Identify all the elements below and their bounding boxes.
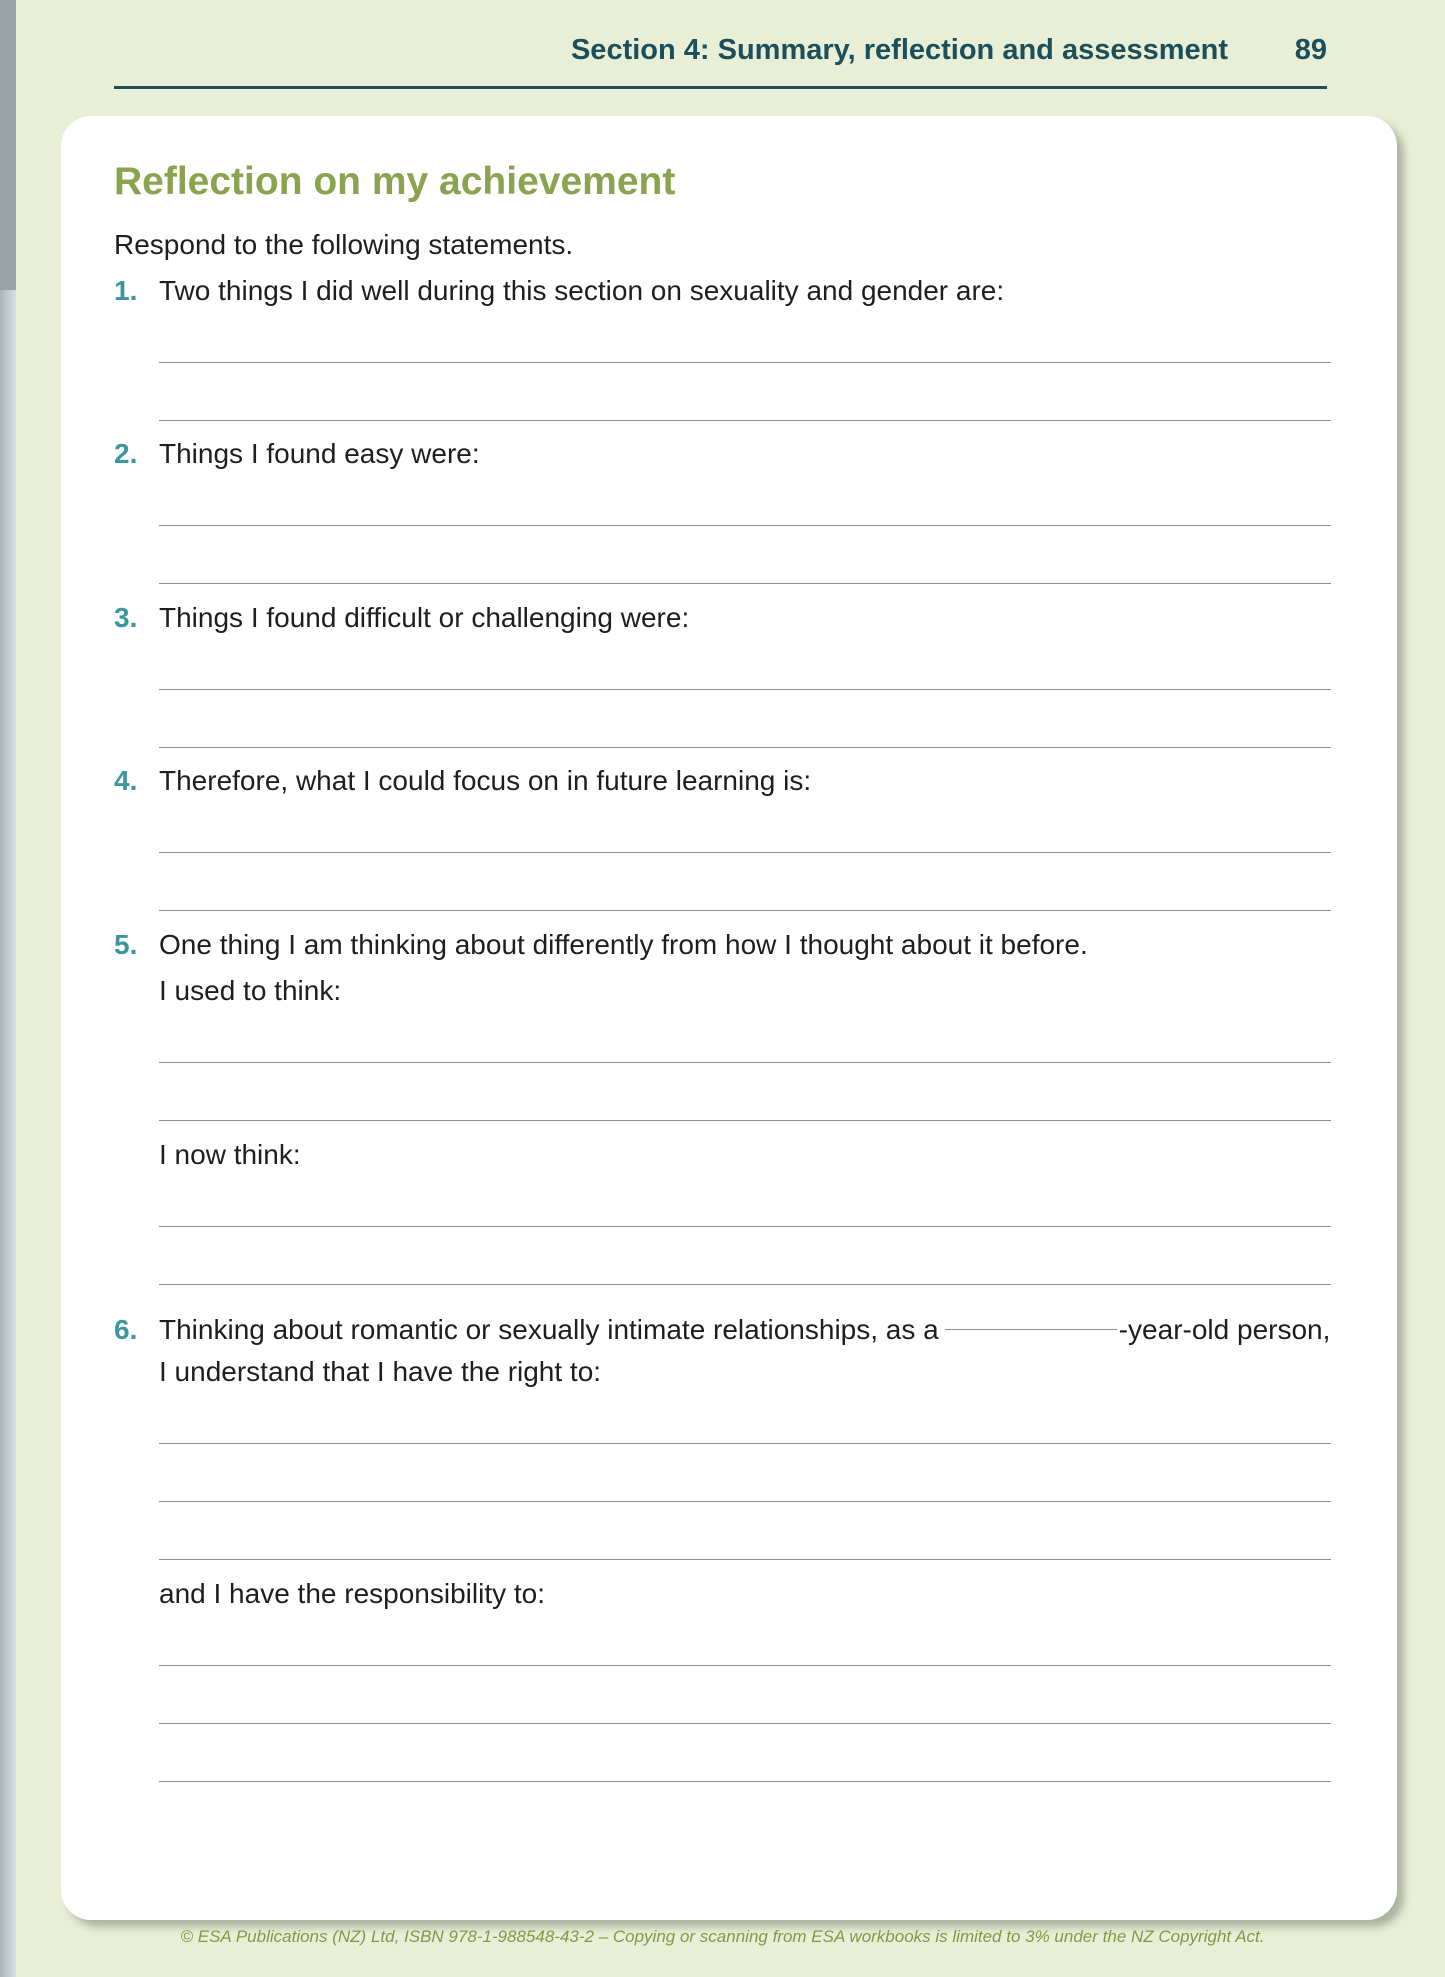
question-5-prompt-before: I used to think: [159, 975, 342, 1006]
answer-line-q5-after-2[interactable] [159, 1284, 1331, 1285]
answer-line-q6-resp-3[interactable] [159, 1781, 1331, 1782]
answer-line-q6-rights-3[interactable] [159, 1559, 1331, 1560]
answer-line-q6-rights-2[interactable] [159, 1501, 1331, 1502]
question-6-line2: I understand that I have the right to: [159, 1356, 602, 1387]
question-4-text: Therefore, what I could focus on in future learning is: [159, 765, 812, 796]
question-4-number: 4. [114, 765, 138, 796]
question-2-text: Things I found easy were: [159, 438, 480, 469]
worksheet-intro: Respond to the following statements. [114, 229, 574, 260]
answer-line-q5-after-1[interactable] [159, 1226, 1331, 1227]
answer-line-q5-before-1[interactable] [159, 1062, 1331, 1063]
answer-line-q4-2[interactable] [159, 910, 1331, 911]
question-1-number: 1. [114, 275, 138, 306]
answer-line-q6-resp-1[interactable] [159, 1665, 1331, 1666]
question-1-text: Two things I did well during this section on sexuality and gender are: [159, 275, 1005, 306]
answer-line-q5-before-2[interactable] [159, 1120, 1331, 1121]
question-5-number: 5. [114, 929, 138, 960]
question-6-number: 6. [114, 1314, 138, 1345]
question-5-prompt-after: I now think: [159, 1139, 301, 1170]
question-3-number: 3. [114, 602, 138, 633]
copyright-footer: © ESA Publications (NZ) Ltd, ISBN 978-1-988548-43-2 – Copying or scanning from ESA workbooks is limited to 3% under the NZ Copyright Act. [180, 1927, 1265, 1946]
page-edge-strip [0, 0, 16, 1977]
age-blank[interactable] [945, 1329, 1117, 1330]
answer-line-q2-2[interactable] [159, 583, 1331, 584]
running-header [114, 28, 1327, 89]
answer-line-q1-1[interactable] [159, 362, 1331, 363]
question-6-text-after: -year-old person, [1118, 1314, 1331, 1345]
answer-line-q6-rights-1[interactable] [159, 1443, 1331, 1444]
question-6-prompt-responsibility: and I have the responsibility to: [159, 1578, 546, 1609]
answer-line-q3-1[interactable] [159, 689, 1331, 690]
answer-line-q1-2[interactable] [159, 420, 1331, 421]
question-3-text: Things I found difficult or challenging were: [159, 602, 690, 633]
answer-line-q6-resp-2[interactable] [159, 1723, 1331, 1724]
question-2-number: 2. [114, 438, 138, 469]
question-6-text [159, 1314, 1330, 1346]
section-title: Section 4: Summary, reflection and assessment [570, 34, 1228, 66]
answer-line-q3-2[interactable] [159, 747, 1331, 748]
worksheet-card [61, 116, 1397, 1920]
question-5-text: One thing I am thinking about differently from how I thought about it before. [159, 929, 1088, 960]
page-number: 89 [1294, 34, 1327, 66]
answer-line-q2-1[interactable] [159, 525, 1331, 526]
worksheet-heading: Reflection on my achievement [114, 160, 676, 203]
answer-line-q4-1[interactable] [159, 852, 1331, 853]
page-edge-tab [0, 0, 16, 290]
question-6-text-before: Thinking about romantic or sexually intimate relationships, as a [159, 1314, 939, 1345]
